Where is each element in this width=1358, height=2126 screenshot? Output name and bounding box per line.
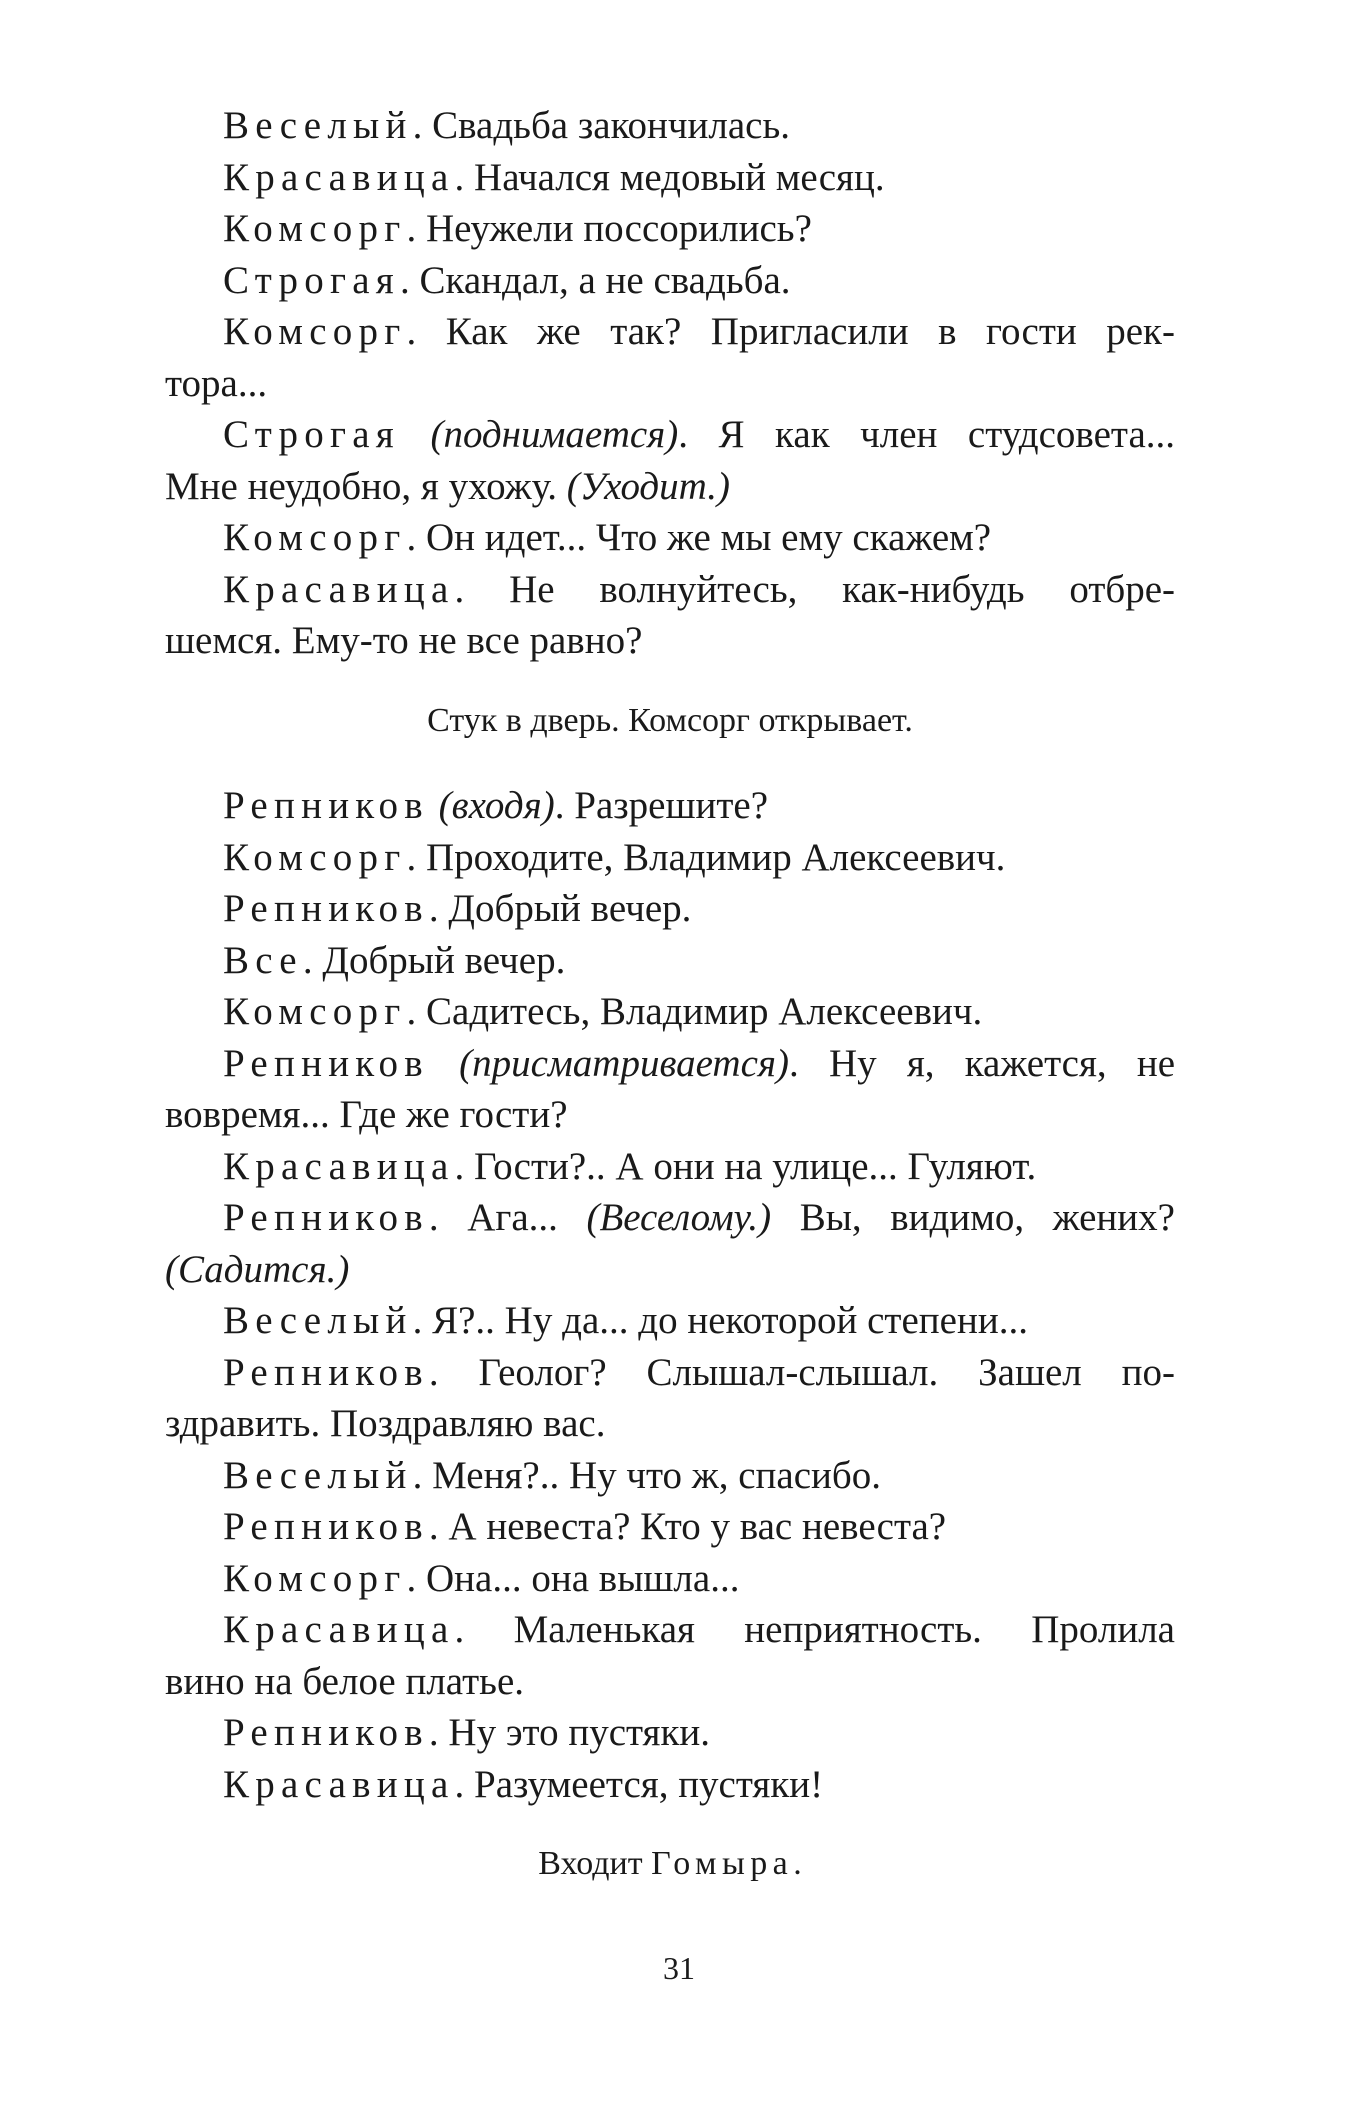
stage-remark: (Уходит.)	[566, 464, 731, 508]
character-name: Репников	[223, 1350, 429, 1394]
text-line	[165, 203, 1175, 255]
character-name: Репников	[223, 887, 429, 930]
text-line	[165, 1038, 1175, 1090]
character-name: Веселый	[223, 1299, 413, 1342]
text-line	[165, 358, 1175, 410]
line-text	[429, 1042, 459, 1085]
stage-direction	[165, 695, 1175, 747]
line-text: .	[793, 1845, 802, 1882]
line-text: тора...	[165, 361, 268, 405]
text-line	[165, 306, 1175, 358]
stage-remark: (Садится.)	[165, 1247, 350, 1291]
stage-remark: (поднимается)	[430, 413, 679, 456]
line-text: . Начался медовый месяц.	[454, 155, 885, 199]
text-line	[165, 1759, 1175, 1811]
page-number: 31	[663, 1950, 695, 1986]
character-name: Комсорг	[223, 516, 407, 559]
text-line	[165, 564, 1175, 616]
text-line	[165, 615, 1175, 667]
line-text: . Как же так? Пригласили в гости рек-	[406, 310, 1175, 353]
line-text: . Я?.. Ну да... до некоторой степени...	[412, 1299, 1028, 1342]
line-text: . Ну это пустяки.	[428, 1711, 711, 1754]
text-line	[165, 1604, 1175, 1656]
line-text: . А невеста? Кто у вас невеста?	[428, 1505, 947, 1548]
line-text: . Я как член студсовета...	[678, 413, 1176, 456]
character-name: Репников	[223, 1041, 429, 1085]
character-name: Репников	[223, 1711, 429, 1754]
text-line	[165, 255, 1175, 307]
line-text: . Не волнуйтесь, как-нибудь отбре-	[454, 567, 1175, 611]
line-text: . Скандал, а не свадьба.	[399, 258, 791, 302]
character-name: Веселый	[223, 104, 413, 147]
character-name: Комсорг	[223, 835, 407, 879]
text-line	[165, 461, 1175, 513]
stage-direction	[165, 1838, 1175, 1890]
character-name: Строгая	[223, 413, 400, 456]
text-line	[165, 986, 1175, 1038]
character-name: Гомыра	[651, 1845, 794, 1882]
text-line	[165, 1553, 1175, 1605]
character-name: Комсорг	[223, 1556, 407, 1600]
line-text: . Она... она вышла...	[406, 1556, 740, 1600]
character-name: Репников	[223, 1196, 429, 1239]
stage-remark: (входя)	[438, 784, 555, 827]
character-name: Красавица	[223, 1144, 455, 1188]
line-text: Мне неудобно, я ухожу.	[165, 464, 567, 508]
line-text: . Проходите, Владимир Алексеевич.	[406, 835, 1006, 879]
character-name: Красавица	[223, 1762, 455, 1806]
text-line	[165, 152, 1175, 204]
text-line	[165, 1656, 1175, 1708]
line-text: . Он идет... Что же мы ему скажем?	[406, 516, 992, 559]
text-line	[165, 1089, 1175, 1141]
line-text: Входит	[538, 1845, 652, 1882]
line-text: . Разрешите?	[554, 784, 769, 827]
line-text: . Гости?.. А они на улице... Гуляют.	[454, 1144, 1037, 1188]
line-text: здравить. Поздравляю вас.	[165, 1402, 606, 1445]
character-name: Репников	[223, 784, 429, 827]
book-page-text	[165, 100, 1175, 1924]
line-text: . Ага...	[428, 1196, 587, 1239]
line-text: . Неужели поссорились?	[406, 207, 812, 250]
line-text: . Ну я, кажется, не	[789, 1041, 1176, 1085]
character-name: Веселый	[223, 1453, 413, 1497]
character-name: Красавица	[223, 1608, 455, 1651]
character-name: Красавица	[223, 155, 455, 199]
character-name: Репников	[223, 1505, 429, 1548]
stage-remark: (присматривается)	[459, 1041, 790, 1085]
line-text: Стук в дверь. Комсорг открывает.	[427, 701, 913, 739]
character-name: Строгая	[223, 258, 400, 302]
character-name: Комсорг	[223, 990, 407, 1033]
text-line	[165, 1450, 1175, 1502]
character-name: Комсорг	[223, 310, 407, 353]
text-line	[165, 512, 1175, 564]
text-line	[165, 100, 1175, 152]
line-text: . Добрый вечер.	[302, 938, 566, 982]
line-text: . Разумеется, пустяки!	[454, 1762, 824, 1806]
stage-remark: (Веселому.)	[586, 1196, 772, 1239]
character-name: Все	[223, 938, 303, 982]
line-text	[429, 784, 439, 827]
line-text	[400, 413, 431, 456]
text-line	[165, 1141, 1175, 1193]
line-text: . Садитесь, Владимир Алексеевич.	[406, 990, 983, 1033]
character-name: Комсорг	[223, 207, 407, 250]
line-text: вино на белое платье.	[165, 1659, 524, 1703]
text-line	[165, 1707, 1175, 1759]
line-text: . Меня?.. Ну что ж, спасибо.	[412, 1453, 881, 1497]
line-text: шемся. Ему-то не все равно?	[165, 619, 643, 662]
text-line	[165, 1244, 1175, 1296]
character-name: Красавица	[223, 567, 455, 611]
text-line	[165, 935, 1175, 987]
text-line	[165, 1192, 1175, 1244]
text-line	[165, 1295, 1175, 1347]
line-text: вовремя... Где же гости?	[165, 1093, 568, 1136]
text-line	[165, 832, 1175, 884]
line-text: . Свадьба закончилась.	[412, 104, 791, 147]
line-text: . Геолог? Слышал-слышал. Зашел по-	[428, 1350, 1175, 1394]
text-line	[165, 1501, 1175, 1553]
line-text: . Маленькая неприятность. Пролила	[454, 1608, 1175, 1651]
text-line	[165, 780, 1175, 832]
text-line	[165, 1398, 1175, 1450]
text-line	[165, 409, 1175, 461]
text-line	[165, 883, 1175, 935]
line-text: Вы, видимо, жених?	[771, 1196, 1175, 1239]
text-line	[165, 1347, 1175, 1399]
line-text: . Добрый вечер.	[428, 887, 692, 930]
